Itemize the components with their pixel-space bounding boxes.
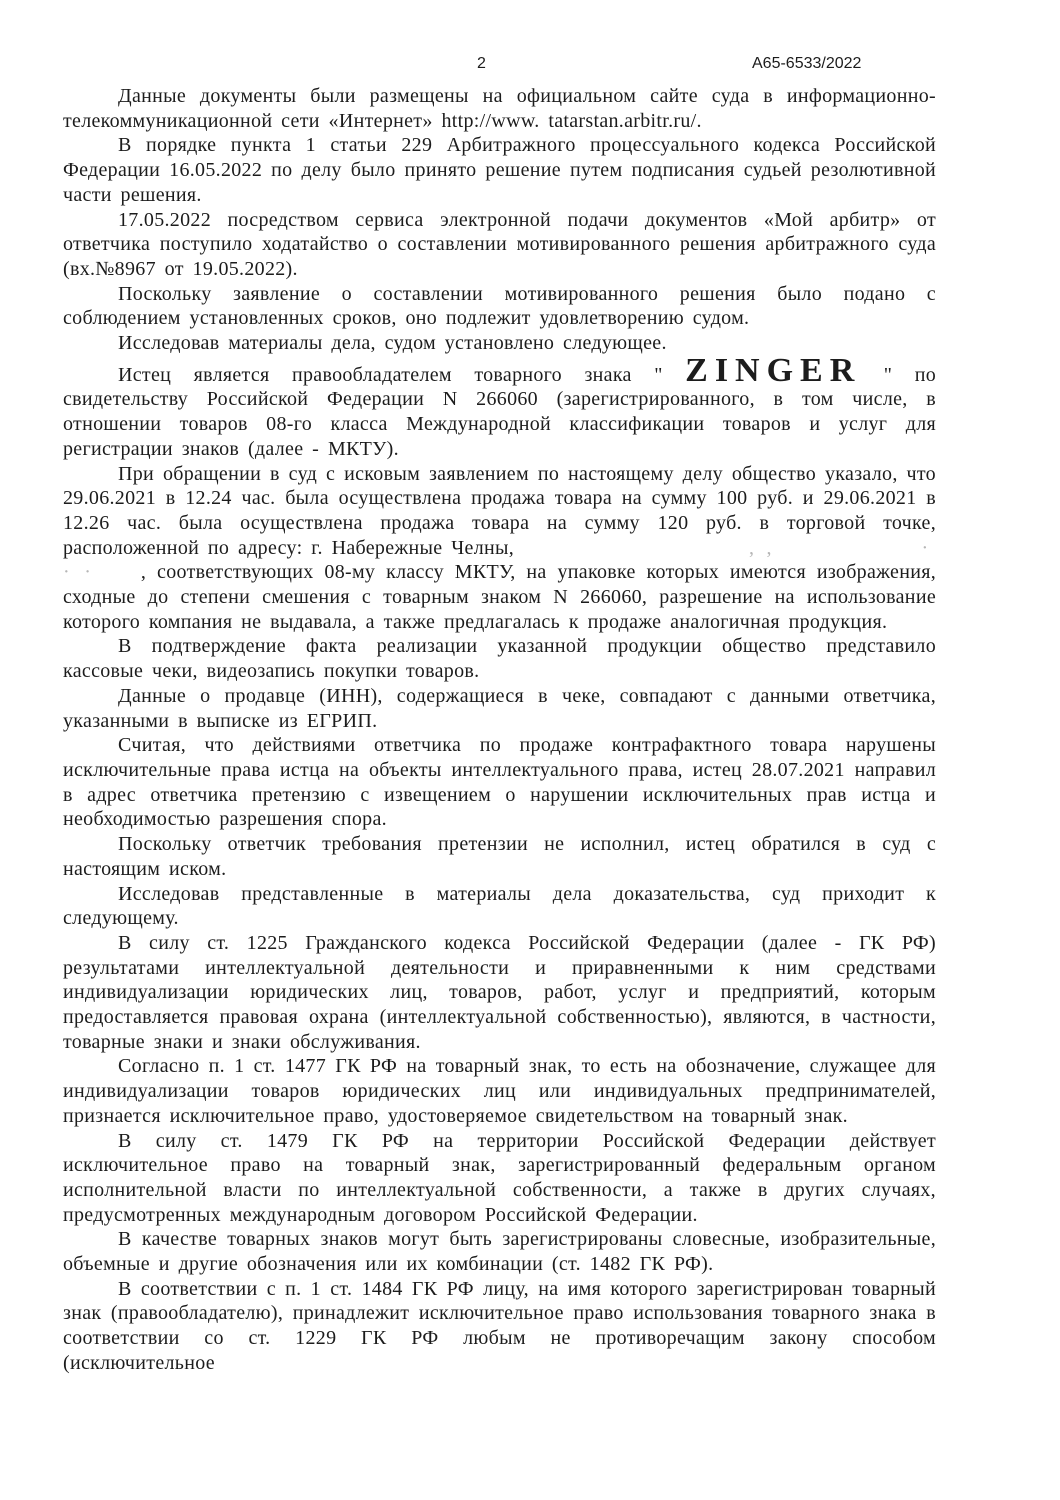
paragraph: [63, 1227, 936, 1276]
paragraph: [63, 351, 936, 462]
paragraph: [63, 1129, 936, 1228]
paragraph: [63, 462, 936, 561]
page-number: 2: [477, 55, 486, 72]
text-run: Поскольку заявление о составлении мотивированного решения было подано с соблюдением установленных сроков, оно подлежит удовлетворению судом.: [63, 282, 936, 330]
paragraph: [63, 282, 936, 331]
trademark-text: ZINGER: [685, 351, 862, 389]
redaction-gap: [514, 552, 749, 554]
text-run: Исследовав представленные в материалы дела доказательства, суд приходит к следующему.: [63, 882, 936, 930]
paragraph: [63, 733, 936, 832]
text-run: 17.05.2022 посредством сервиса электронной подачи документов «Мой арбитр» от ответчика поступило ходатайство о составлении мотивированного решения арбитражного суда (вх.№8967 от 19.05.2022).: [63, 208, 936, 280]
text-run: В подтверждение факта реализации указанной продукции общество представило кассовые чеки, видеозапись покупки товаров.: [63, 635, 936, 683]
document-header: [0, 55, 1060, 75]
text-run: Данные о продавце (ИНН), содержащиеся в чеке, совпадают с данными ответчика, указанными в выписке из ЕГРИП.: [63, 684, 936, 732]
text-run: В силу ст. 1479 ГК РФ на территории Российской Федерации действует исключительное право на товарный знак, зарегистрированный федеральным органом исполнительной власти по интеллектуальной собственности, а также в других случаях, предусмотренных международным договором Российской Федерации.: [63, 1129, 936, 1226]
paragraph: [63, 634, 936, 683]
paragraph: [63, 832, 936, 881]
case-number: А65-6533/2022: [752, 55, 862, 72]
paragraph: [63, 560, 936, 634]
text-run: Согласно п. 1 ст. 1477 ГК РФ на товарный знак, то есть на обозначение, служащее для индивидуализации товаров юридических лиц или индивидуальных предпринимателей, признается исключительное право, удостоверяемое свидетельством на товарный знак.: [63, 1055, 936, 1127]
text-run: В силу ст. 1225 Гражданского кодекса Российской Федерации (далее - ГК РФ) результатами интеллектуальной деятельности и приравненными к ним средствами индивидуализации юридических лиц, товаров, работ, услуг и предприятий, которым предоставляется правовая охрана (интеллектуальной собственностью), являются, в частности, товарные знаки и знаки обслуживания.: [63, 931, 936, 1053]
text-run: Данные документы были размещены на официальном сайте суда в информационно-телекоммуникационной сети «Интернет» http://www. tatarstan.arbitr.ru/.: [63, 85, 936, 132]
text-run: В качестве товарных знаков могут быть зарегистрированы словесные, изобразительные, объемные и другие обозначения или их комбинации (ст. 1482 ГК РФ).: [63, 1228, 936, 1276]
redaction-gap: [93, 576, 141, 578]
redaction-remnant: , ,: [749, 536, 774, 559]
text-run: Считая, что действиями ответчика по продаже контрафактного товара нарушены исключительные права истца на объекты интеллектуального права, истец 28.07.2021 направил в адрес ответчика претензию с извещением о нарушении исключительных прав истца и необходимостью разрешения спора.: [63, 734, 936, 831]
paragraph: [63, 133, 936, 207]
text-run: Истец является правообладателем товарного знака ": [118, 363, 686, 386]
paragraph: [63, 1277, 936, 1376]
paragraph: [63, 1054, 936, 1128]
text-run: В порядке пункта 1 статьи 229 Арбитражного процессуального кодекса Российской Федерации 16.05.2022 по делу было принято решение путем подписания судьей резолютивной части решения.: [63, 134, 936, 206]
text-run: Поскольку ответчик требования претензии не исполнил, истец обратился в суд с настоящим иском.: [63, 833, 936, 880]
paragraph: [63, 931, 936, 1055]
paragraph: [63, 882, 936, 931]
paragraph: [63, 684, 936, 733]
text-run: " по свидетельству Российской Федерации N 266060 (зарегистрированного, в том числе, в отношении товаров 08-го класса Международной классификации товаров и услуг для регистрации знаков (далее - МКТУ).: [63, 363, 936, 460]
redaction-remnant: · ·: [63, 561, 93, 584]
redaction-gap: [774, 552, 922, 554]
redaction-remnant: ·: [921, 536, 931, 559]
document-body: [63, 84, 936, 1376]
text-run: Исследовав материалы дела, судом установлено следующее.: [118, 332, 667, 355]
text-run: , соответствующих 08-му классу МКТУ, на упаковке которых имеются изображения, сходные до степени смешения с товарным знаком N 266060, разрешение на использование которого компания не выдавала, а также предлагалась к продаже аналогичная продукция.: [63, 561, 936, 633]
paragraph: [63, 84, 936, 133]
text-run: В соответствии с п. 1 ст. 1484 ГК РФ лицу, на имя которого зарегистрирован товарный знак (правообладателю), принадлежит исключительное право использования товарного знака в соответствии со ст. 1229 ГК РФ любым не противоречащим закону способом (исключительное: [63, 1277, 936, 1374]
text-run: При обращении в суд с исковым заявлением по настоящему делу общество указало, что 29.06.2021 в 12.24 час. была осуществлена продажа товара на сумму 100 руб. и 29.06.2021 в 12.26 час. была осуществлена продажа товара на сумму 120 руб. в торговой точке, расположенной по адресу: г. Набережные Челны,: [63, 462, 936, 559]
paragraph: [63, 208, 936, 282]
